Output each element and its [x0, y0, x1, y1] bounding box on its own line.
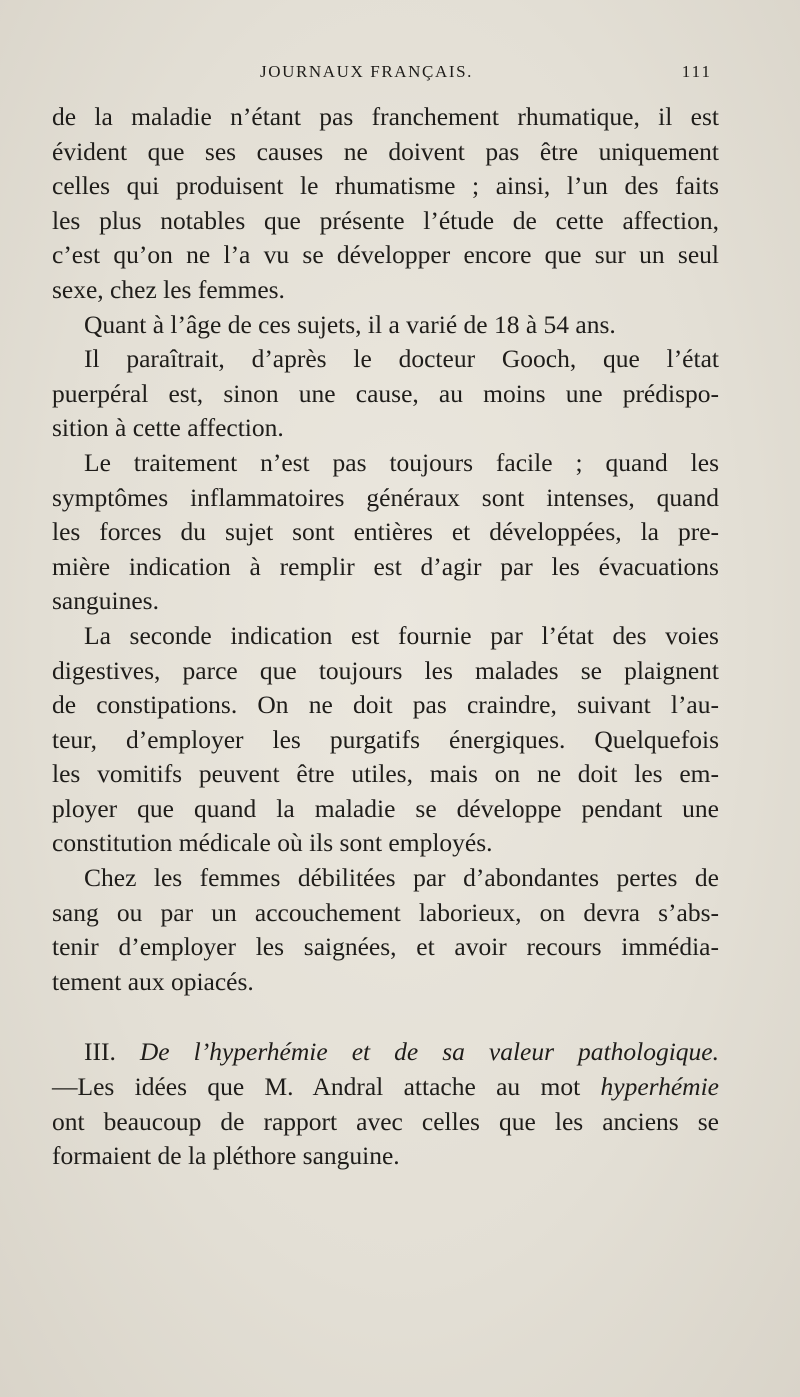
text-line: évident que ses causes ne doivent pas être uniquement [52, 136, 719, 166]
text-line: Le traitement n’est pas toujours facile ; quand les [84, 447, 719, 477]
text-line: Il paraîtrait, d’après le docteur Gooch, que l’état [84, 344, 719, 374]
italic-term: hyperhémie [600, 1072, 719, 1102]
text-line: les vomitifs peuvent être utiles, mais on ne doit les em- [52, 759, 719, 789]
text-line: La seconde indication est fournie par l’état des voies [84, 620, 719, 650]
text-line: digestives, parce que toujours les malades se plaignent [52, 655, 719, 685]
text-line: Quant à l’âge de ces sujets, il a varié de 18 à 54 ans. [84, 309, 616, 339]
text-line-part: —Les idées que M. Andral attache au mot [52, 1072, 581, 1102]
section-spacer [52, 999, 719, 1035]
text-line: constitution médicale où ils sont employés. [52, 828, 493, 858]
text-line: tement aux opiacés. [52, 966, 254, 996]
text-line: c’est qu’on ne l’a vu se développer encore que sur un seul [52, 240, 719, 270]
text-line: les forces du sujet sont entières et développées, la pre- [52, 517, 719, 547]
section-number: III. [84, 1037, 116, 1067]
text-line: symptômes inflammatoires généraux sont intenses, quand [52, 482, 719, 512]
text-line: celles qui produisent le rhumatisme ; ainsi, l’un des faits [52, 171, 719, 201]
text-line: formaient de la pléthore sanguine. [52, 1141, 400, 1171]
text-line: ont beaucoup de rapport avec celles que les anciens se [52, 1106, 719, 1136]
section-title: De l’hyperhémie et de sa valeur pathologique. [139, 1037, 719, 1067]
text-line: teur, d’employer les purgatifs énergiques. Quelquefois [52, 724, 719, 754]
text-line: sexe, chez les femmes. [52, 274, 285, 304]
text-line: sition à cette affection. [52, 413, 284, 443]
text-line: tenir d’employer les saignées, et avoir recours immédia- [52, 932, 719, 962]
text-line: puerpéral est, sinon une cause, au moins une prédispo- [52, 378, 719, 408]
page-header [52, 62, 712, 86]
text-line [52, 1070, 719, 1105]
text-line: les plus notables que présente l’étude de cette affection, [52, 205, 719, 235]
section-heading [52, 1035, 719, 1070]
text-line: mière indication à remplir est d’agir par les évacuations [52, 551, 719, 581]
text-line: de la maladie n’étant pas franchement rhumatique, il est [52, 102, 719, 131]
page-number: 111 [681, 62, 712, 81]
body-text [52, 100, 719, 1174]
text-line: sanguines. [52, 586, 159, 616]
text-line: sang ou par un accouchement laborieux, on devra s’abs- [52, 897, 719, 927]
text-line: Chez les femmes débilitées par d’abondantes pertes de [84, 863, 719, 893]
text-line: ployer que quand la maladie se développe pendant une [52, 793, 719, 823]
running-title: JOURNAUX FRANÇAIS. [260, 62, 473, 81]
text-line: de constipations. On ne doit pas craindre, suivant l’au- [52, 690, 719, 720]
